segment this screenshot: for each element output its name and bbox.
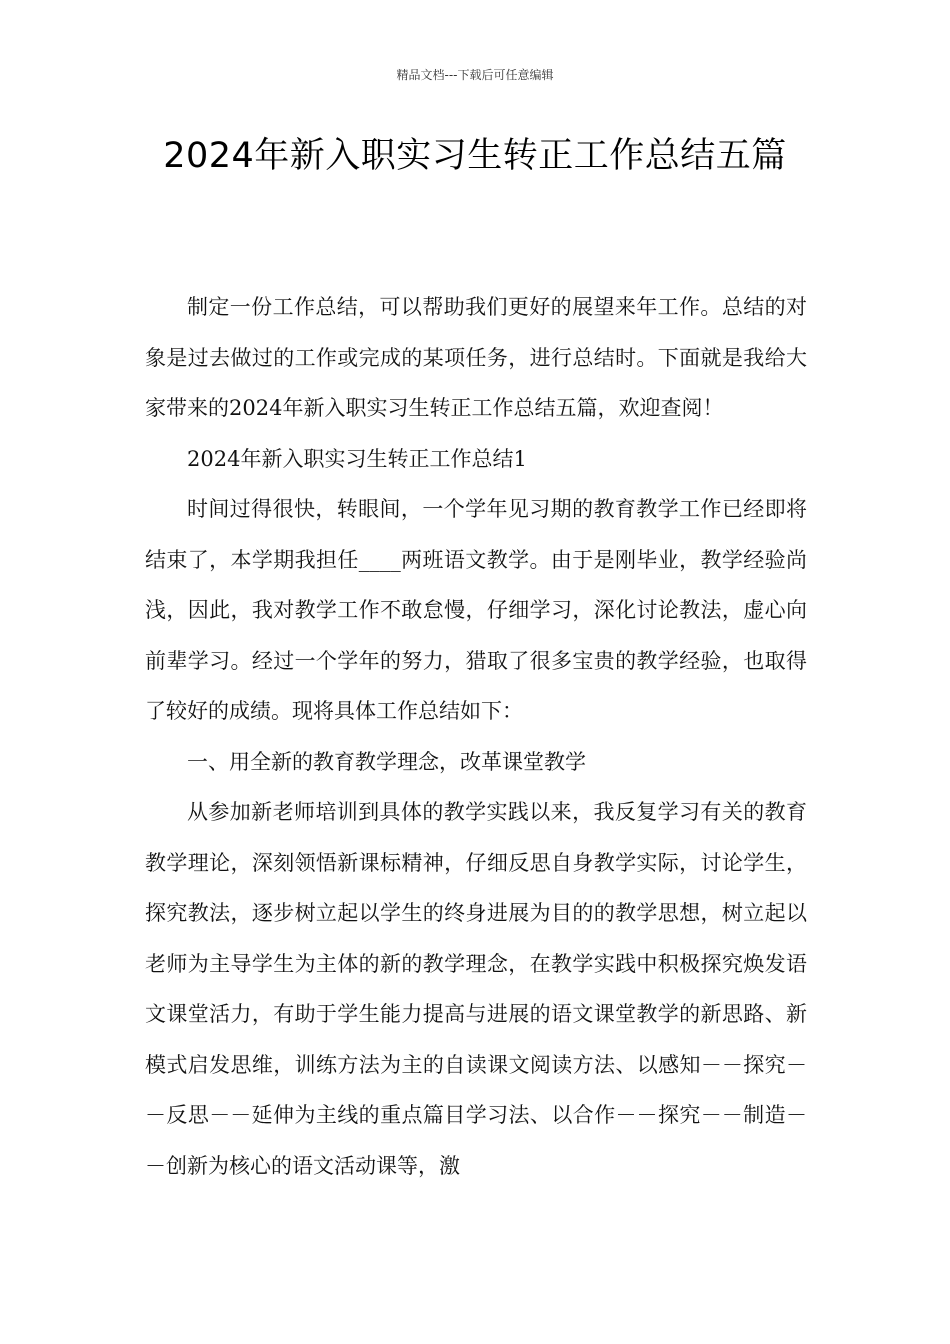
paragraph-1: 时间过得很快，转眼间，一个学年见习期的教育教学工作已经即将结束了，本学期我担任____两班语文教学。由于是刚毕业，教学经验尚浅，因此，我对教学工作不敢怠慢，仔细学习，深化讨论教法，虚心向前辈学习。经过一个学年的努力，猎取了很多宝贵的教学经验，也取得了较好的成绩。现将具体工作总结如下： [145, 497, 807, 723]
paragraph-intro: 制定一份工作总结，可以帮助我们更好的展望来年工作。总结的对象是过去做过的工作或完成的某项任务，进行总结时。下面就是我给大家带来的2024年新入职实习生转正工作总结五篇，欢迎查阅！ [145, 295, 807, 420]
section-heading-1: 2024年新入职实习生转正工作总结1 [187, 446, 527, 471]
paragraph-2: 从参加新老师培训到具体的教学实践以来，我反复学习有关的教育教学理论，深刻领悟新课标精神，仔细反思自身教学实际，讨论学生，探究教法，逐步树立起以学生的终身进展为目的的教学思想，树立起以老师为主导学生为主体的新的教学理念，在教学实践中积极探究焕发语文课堂活力，有助于学生能力提高与进展的语文课堂教学的新思路、新模式启发思维，训练方法为主的自读课文阅读方法、以感知－－探究－－反思－－延伸为主线的重点篇目学习法、以合作－－探究－－制造－－创新为核心的语文活动课等，激 [145, 800, 807, 1178]
subsection-heading-1: 一、用全新的教育教学理念，改革课堂教学 [187, 749, 586, 774]
document-title: 2024年新入职实习生转正工作总结五篇 [163, 136, 787, 176]
header-note: 精品文档---下载后可任意编辑 [396, 68, 554, 82]
document-body [145, 282, 807, 1191]
